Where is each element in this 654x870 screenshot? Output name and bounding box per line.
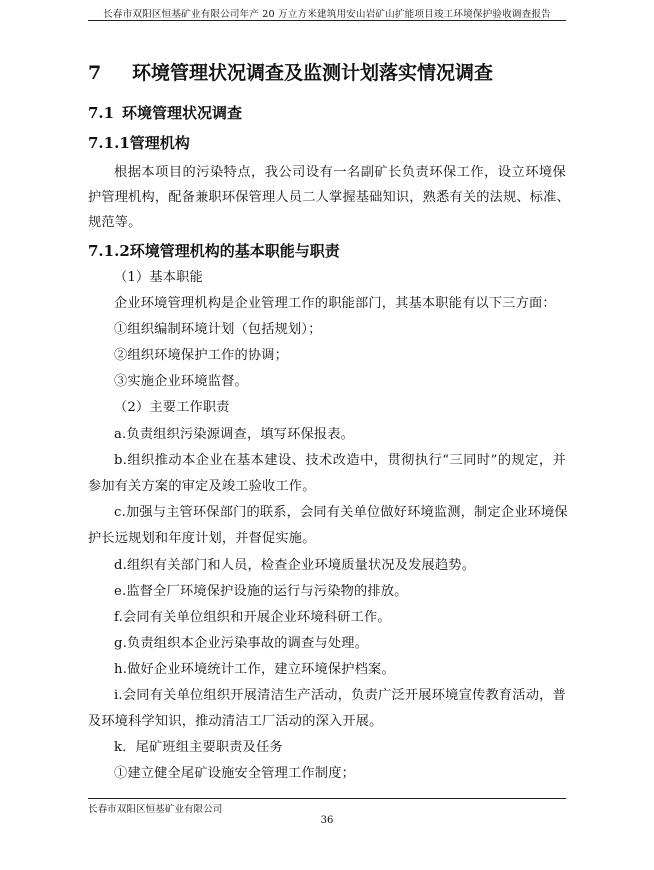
subsection-heading-1 xyxy=(88,132,190,153)
list-heading: （1）基本职能 xyxy=(114,270,203,285)
list-item: ③实施企业环境监督。 xyxy=(114,374,248,389)
list-item: a.负责组织污染源调查，填写环保报表。 xyxy=(114,427,355,442)
list-item: g.负责组织本企业污染事故的调查与处理。 xyxy=(114,636,369,651)
chapter-heading xyxy=(88,58,493,85)
footer-company: 长春市双阳区恒基矿业有限公司 xyxy=(88,804,223,815)
page-number: 36 xyxy=(320,815,334,826)
paragraph-line: 企业环境管理机构是企业管理工作的职能部门，其基本职能有以下三方面： xyxy=(114,296,556,311)
list-heading: （2）主要工作职责 xyxy=(114,400,230,415)
subsection-number: 7.1.2 xyxy=(88,242,130,260)
list-item: e.监督全厂环境保护设施的运行与污染物的排放。 xyxy=(114,584,408,599)
section-heading xyxy=(88,102,242,123)
list-item: h.做好企业环境统计工作，建立环境保护档案。 xyxy=(114,662,395,677)
list-item-continuation: 护长远规划和年度计划，并督促实施。 xyxy=(88,531,316,546)
subsection-heading-2 xyxy=(88,240,340,261)
list-item: i.会同有关单位组织开展清洁生产活动，负责广泛开展环境宣传教育活动，普 xyxy=(114,688,566,703)
list-item: f.会同有关单位组织和开展企业环境科研工作。 xyxy=(114,610,391,625)
running-header: 长春市双阳区恒基矿业有限公司年产 20 万立方米建筑用安山岩矿山扩能项目竣工环境保护验收调查报告 xyxy=(103,9,551,20)
paragraph-line: 护管理机构，配备兼职环保管理人员二人掌握基础知识，熟悉有关的法规、标准、 xyxy=(88,190,570,205)
paragraph-line: 规范等。 xyxy=(88,215,142,230)
list-item: b.组织推动本企业在基本建设、技术改造中，贯彻执行“三同时”的规定，并 xyxy=(114,453,566,468)
list-item: d.组织有关部门和人员，检查企业环境质量状况及发展趋势。 xyxy=(114,558,476,573)
header-rule xyxy=(88,20,566,21)
paragraph-line: 根据本项目的污染特点，我公司设有一名副矿长负责环保工作，设立环境保 xyxy=(114,165,566,180)
list-item-continuation: 参加有关方案的审定及竣工验收工作。 xyxy=(88,479,316,494)
list-item: ①组织编制环境计划（包括规划）； xyxy=(114,322,322,337)
list-item: c.加强与主管环保部门的联系，会同有关单位做好环境监测，制定企业环境保 xyxy=(114,505,568,520)
section-number: 7.1 xyxy=(88,104,115,122)
subsection-title: 管理机构 xyxy=(129,134,190,152)
list-item: ②组织环境保护工作的协调； xyxy=(114,348,289,363)
chapter-title: 环境管理状况调查及监测计划落实情况调查 xyxy=(132,62,494,84)
subsection-number: 7.1.1 xyxy=(88,134,130,152)
list-heading: k．尾矿班组主要职责及任务 xyxy=(114,740,283,755)
section-title: 环境管理状况调查 xyxy=(122,104,243,122)
subsection-title: 环境管理机构的基本职能与职责 xyxy=(129,242,340,260)
list-item-continuation: 及环境科学知识，推动清洁工厂活动的深入开展。 xyxy=(88,714,383,729)
list-item: ①建立健全尾矿设施安全管理工作制度； xyxy=(114,766,355,781)
chapter-number: 7 xyxy=(88,62,102,84)
footer-rule xyxy=(88,798,566,799)
